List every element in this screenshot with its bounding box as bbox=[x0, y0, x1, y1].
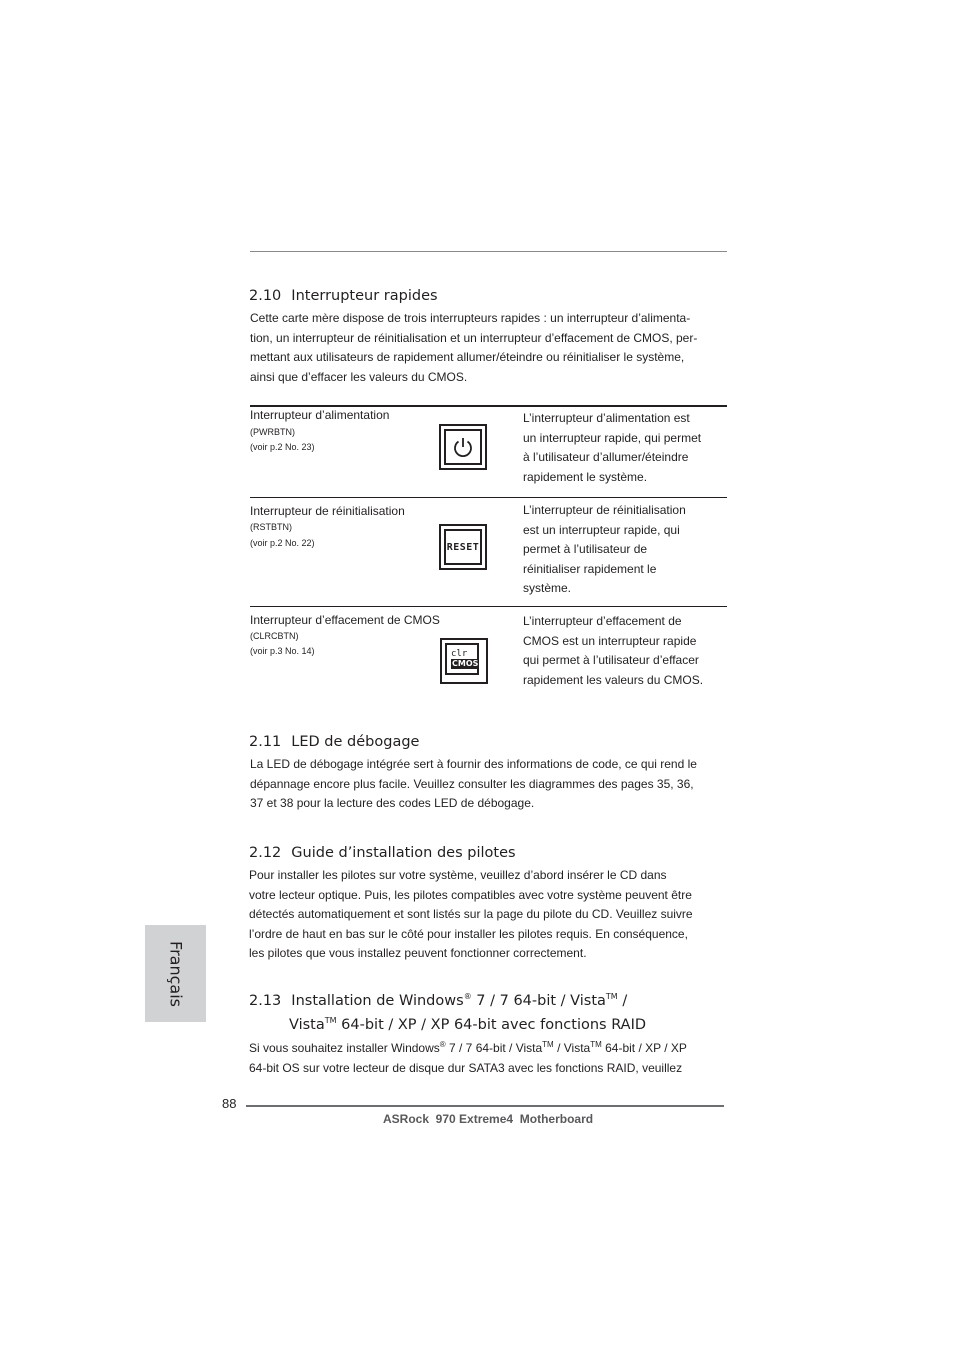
power-icon bbox=[452, 436, 474, 458]
section-heading-2-13: 2.13 Installation de Windows® 7 / 7 64-bit / Vista™ / bbox=[249, 992, 628, 1009]
section-heading-2-10: 2.10 Interrupteur rapides bbox=[249, 288, 438, 304]
power-switch-icon-box bbox=[439, 424, 487, 470]
section-heading-2-13-line2: Vista™ 64-bit / XP / XP 64-bit avec fonctions RAID bbox=[289, 1016, 647, 1033]
table-row-rule bbox=[250, 497, 727, 498]
table-top-rule bbox=[250, 405, 727, 407]
reset-icon: RESET bbox=[446, 541, 480, 553]
clear-cmos-icon-label: CMOS bbox=[452, 659, 479, 668]
switch-reference: (voir p.2 No. 22) bbox=[250, 538, 315, 548]
switch-description: L’interrupteur d’alimentation est un interrupteur rapide, qui permet à l’utilisateur d’allumer/éteindre rapidement le système. bbox=[523, 411, 702, 484]
footer-rule bbox=[246, 1105, 724, 1107]
reset-switch-icon-box bbox=[439, 524, 487, 570]
switch-code: (PWRBTN) bbox=[250, 427, 295, 437]
switch-description: L’interrupteur de réinitialisation est un interrupteur rapide, qui permet à l’utilisateur de réinitialiser rapidement le système. bbox=[523, 503, 686, 595]
footer-product-name: ASRock 970 Extreme4 Motherboard bbox=[383, 1112, 594, 1126]
switch-description: L’interrupteur d’effacement de CMOS est un interrupteur rapide qui permet à l’utilisateur d’effacer rapidement les valeurs du CMOS. bbox=[523, 614, 704, 687]
clear-cmos-icon: clr bbox=[451, 649, 468, 659]
section-2-12-paragraph: Pour installer les pilotes sur votre système, veuillez d’abord insérer le CD dans votre lecteur optique. Puis, les pilotes compatibles avec votre système peuvent être détectés automatiquement et sont listés sur la page du pilote du CD. Veuillez suivre l’ordre de haut en bas sur le côté pour installer les pilotes requis. En conséquence, les pilotes que vous installez peuvent fonctionner correctement. bbox=[249, 868, 693, 961]
switch-reference: (voir p.2 No. 23) bbox=[250, 442, 315, 452]
language-side-tab: Français bbox=[145, 925, 206, 1022]
switch-code: (RSTBTN) bbox=[250, 522, 292, 532]
switch-title: Interrupteur de réinitialisation bbox=[250, 504, 405, 518]
switch-title: Interrupteur d’alimentation bbox=[250, 408, 390, 422]
section-2-11-paragraph: La LED de débogage intégrée sert à fournir des informations de code, ce qui rend le dépannage encore plus facile. Veuillez consulter les diagrammes des pages 35, 36, 37 et 38 pour la lecture des codes LED de débogage. bbox=[250, 757, 697, 811]
table-row-rule bbox=[250, 606, 727, 607]
clear-cmos-switch-icon-box bbox=[440, 638, 488, 684]
section-2-10-paragraph: Cette carte mère dispose de trois interrupteurs rapides : un interrupteur d’alimenta- tion, un interrupteur de réinitialisation et un interrupteur d’effacement de CMOS, per- mettant aux utilisateurs de rapidement allumer/éteindre ou réinitialiser le système, ainsi que d’effacer les valeurs du CMOS. bbox=[250, 311, 698, 384]
section-heading-2-12: 2.12 Guide d’installation des pilotes bbox=[249, 845, 516, 861]
switch-title: Interrupteur d’effacement de CMOS bbox=[250, 613, 440, 627]
top-rule bbox=[250, 251, 727, 252]
section-2-13-paragraph: Si vous souhaitez installer Windows® 7 / 7 64-bit / Vista™ / Vista™ 64-bit / XP / XP 64-bit OS sur votre lecteur de disque dur SATA3 avec les fonctions RAID, veuillez bbox=[249, 1040, 687, 1075]
switch-code: (CLRCBTN) bbox=[250, 631, 299, 641]
section-heading-2-11: 2.11 LED de débogage bbox=[249, 734, 420, 750]
page-number: 88 bbox=[222, 1096, 237, 1111]
switch-reference: (voir p.3 No. 14) bbox=[250, 646, 315, 656]
